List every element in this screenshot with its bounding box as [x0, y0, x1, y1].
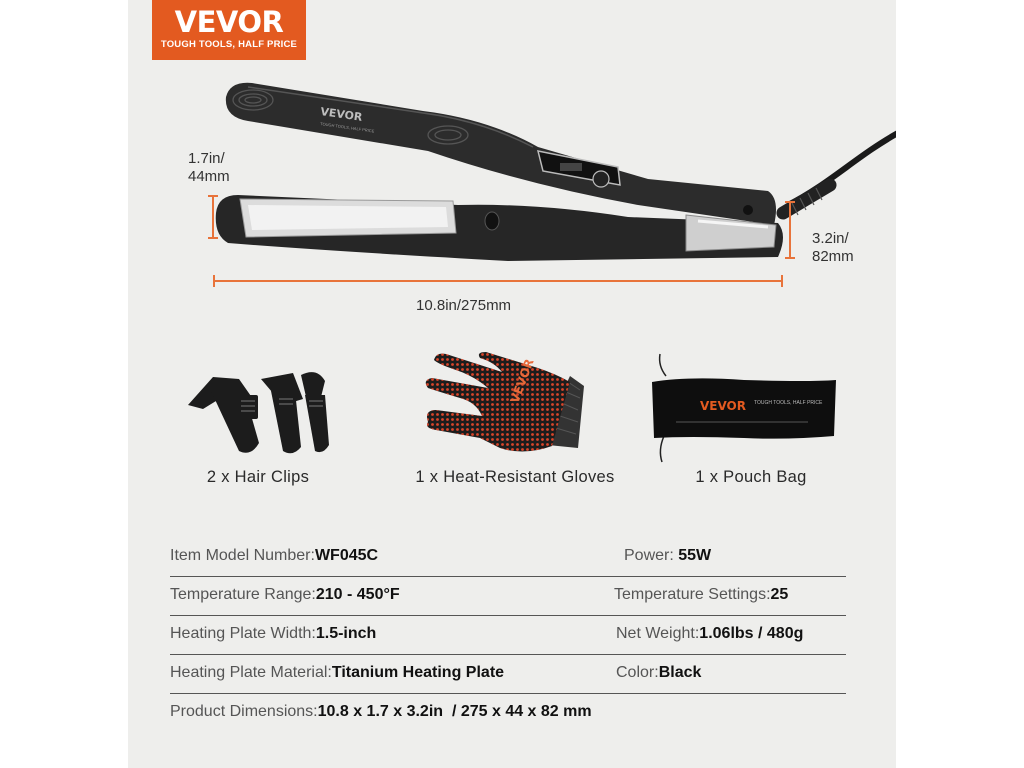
spec-right [616, 625, 803, 643]
spec-label: Heating Plate Width: [170, 625, 316, 642]
spec-value: 10.8 x 1.7 x 3.2in / 275 x 44 x 82 mm [317, 703, 592, 720]
spec-label: Net Weight: [616, 625, 700, 642]
spec-right [614, 586, 788, 604]
height-dimension-label [188, 150, 230, 186]
width-mm: 82mm [812, 248, 854, 265]
spec-row [170, 616, 846, 655]
iron-tagline-print: TOUGH TOOLS, HALF PRICE [319, 121, 375, 134]
height-mm: 44mm [188, 168, 230, 185]
brand-tagline: TOUGH TOOLS, HALF PRICE [160, 39, 298, 50]
spec-left [170, 625, 376, 643]
spec-left [170, 664, 504, 682]
spec-label: Color: [616, 664, 659, 681]
product-infographic [128, 0, 896, 768]
brand-name: VEVOR [174, 5, 284, 39]
spec-value: 210 - 450°F [315, 586, 400, 603]
spec-label: Heating Plate Material: [170, 664, 332, 681]
spec-left [170, 547, 378, 565]
length-dimension-label: 10.8in/275mm [416, 297, 512, 314]
width-dimension-label [812, 230, 854, 266]
spec-left [170, 586, 400, 604]
spec-left [170, 703, 592, 721]
iron-brand-print: VEVOR [319, 105, 364, 124]
width-inches: 3.2in/ [812, 230, 849, 247]
height-inches: 1.7in/ [188, 150, 225, 167]
heat-resistant-glove-image [420, 352, 590, 462]
pouch-bag-image [648, 352, 838, 464]
spec-row [170, 538, 846, 577]
pouch-tagline-print: TOUGH TOOLS, HALF PRICE [754, 400, 823, 406]
spec-row [170, 577, 846, 616]
spec-value: 55W [678, 547, 712, 564]
spec-label: Product Dimensions: [170, 703, 318, 720]
pouch-brand-print: VEVOR [700, 399, 747, 413]
hair-clips-image [183, 365, 333, 460]
spec-right [616, 664, 701, 682]
spec-label: Temperature Settings: [614, 586, 771, 603]
spec-row [170, 655, 846, 694]
spec-right [624, 547, 711, 565]
spec-value: Titanium Heating Plate [331, 664, 505, 681]
hair-clips-caption: 2 x Hair Clips [206, 468, 310, 486]
spec-value: 1.06lbs / 480g [699, 625, 804, 642]
spec-value: WF045C [314, 547, 379, 564]
spec-label: Item Model Number: [170, 547, 315, 564]
spec-label: Temperature Range: [170, 586, 316, 603]
spec-value: Black [658, 664, 702, 681]
gloves-caption: 1 x Heat-Resistant Gloves [415, 468, 615, 486]
spec-label: Power: [624, 547, 674, 564]
pouch-bag-caption: 1 x Pouch Bag [695, 468, 807, 486]
spec-value: 1.5-inch [315, 625, 377, 642]
spec-row [170, 694, 846, 732]
dimension-lines [128, 0, 896, 340]
glove-brand-print: VEVOR [507, 356, 537, 406]
spec-value: 25 [770, 586, 789, 603]
